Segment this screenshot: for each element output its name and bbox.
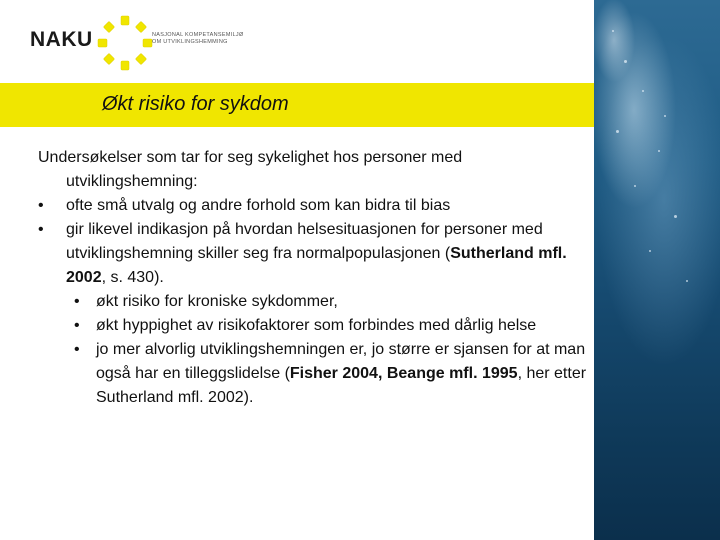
light-speck bbox=[616, 130, 619, 133]
bullet-text: ofte små utvalg og andre forhold som kan bidra til bias bbox=[66, 197, 451, 214]
citation: Fisher 2004, Beange mfl. 1995 bbox=[289, 365, 518, 382]
sub-bullet-text bbox=[96, 341, 586, 406]
sub-bullet-text-part: jo mer alvorlig utviklingshemningen er, jo større er sjansen for at man også har en tilleggslidelse ( bbox=[96, 341, 586, 382]
bullet-icon: • bbox=[38, 197, 44, 214]
sub-bullet-text: økt risiko for kroniske sykdommer, bbox=[96, 293, 338, 310]
light-speck bbox=[674, 215, 677, 218]
bullet-text-part: , s. 430). bbox=[101, 269, 164, 286]
sub-bullet-icon: • bbox=[74, 341, 80, 358]
logo-subtitle-line-2: OM UTVIKLINGSHEMMING bbox=[152, 39, 228, 45]
bullet-list bbox=[38, 194, 588, 410]
sub-bullet-text-part: , her etter Sutherland mfl. 2002). bbox=[96, 365, 587, 406]
citation: Sutherland mfl. 2002 bbox=[66, 245, 567, 286]
logo-subtitle-line-1: NASJONAL KOMPETANSEMILJØ bbox=[152, 32, 244, 38]
list-item bbox=[38, 218, 588, 290]
light-speck bbox=[624, 60, 627, 63]
light-speck bbox=[634, 185, 636, 187]
light-speck bbox=[649, 250, 651, 252]
light-speck bbox=[642, 90, 644, 92]
light-speck bbox=[664, 115, 666, 117]
sub-list-item bbox=[38, 290, 588, 314]
list-item bbox=[38, 194, 588, 218]
slide-body bbox=[38, 146, 588, 410]
light-speck bbox=[658, 150, 660, 152]
sub-bullet-text: økt hyppighet av risikofaktorer som forbindes med dårlig helse bbox=[96, 317, 537, 334]
sun-logo-icon bbox=[96, 14, 154, 72]
bullet-icon: • bbox=[38, 221, 44, 238]
logo-subtitle bbox=[152, 32, 282, 46]
slide-title: Økt risiko for sykdom bbox=[102, 93, 289, 115]
light-speck bbox=[686, 280, 688, 282]
naku-logo bbox=[30, 14, 270, 70]
bullet-text bbox=[66, 221, 567, 286]
intro-text: Undersøkelser som tar for seg sykelighet hos personer med utviklingshemning: bbox=[38, 149, 463, 190]
title-bar bbox=[0, 83, 594, 127]
sub-bullet-icon: • bbox=[74, 317, 80, 334]
light-speck bbox=[612, 30, 614, 32]
bullet-text-part: gir likevel indikasjon på hvordan helsesituasjonen for personer med utviklingshemning skiller seg fra normalpopulasjonen ( bbox=[66, 221, 543, 262]
sub-bullet-icon: • bbox=[74, 293, 80, 310]
sub-list-item bbox=[38, 314, 588, 338]
sub-list-item bbox=[38, 338, 588, 410]
logo-wordmark: NAKU bbox=[30, 28, 93, 51]
ocean-background-image bbox=[594, 0, 720, 540]
